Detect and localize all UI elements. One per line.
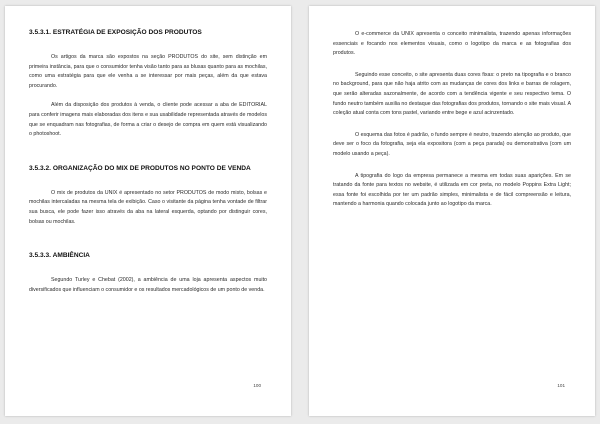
section-heading-exposicao: 3.5.3.1. ESTRATÉGIA DE EXPOSIÇÃO DOS PRODUTOS — [29, 29, 202, 36]
page-number: 101 — [557, 383, 565, 388]
paragraph: Segundo Turley e Chebat (2002), a ambiência de uma loja apresenta aspectos muito diversificados que influenciam o consumidor e os resultados mercadológicos de um ponto de venda. — [29, 277, 267, 293]
paragraph: Seguindo esse conceito, o site apresenta duas cores fixas: o preto na tipografia e o branco no background, para que não haja atrito com as mudanças de cores dos links e barras de rolagem, que serão alteradas sazonalmente, de acordo com a tendência vigente e seu respectivo tema. O fundo neutro também auxilia no destaque das fotografias dos produtos, tornando o site mais visual. A coleção atual conta com tons pastel, variando entre bege e azul acinzentado. — [333, 71, 571, 117]
section-heading-ambiencia: 3.5.3.3. AMBIÊNCIA — [29, 252, 90, 260]
right-page — [309, 6, 595, 416]
paragraph: O mix de produtos da UNIX é apresentado no setor PRODUTOS de modo misto, bolsas e mochilas intercaladas na mesma tela de exibição. Caso o visitante da página tenha vontade de filtrar sua busca, ele pode fazer isso através da aba na lateral esquerda, optando por distinguir cores, bolsas ou mochilas. — [29, 189, 267, 225]
page-number: 100 — [253, 383, 261, 388]
paragraph: O e-commerce da UNIX apresenta o conceito minimalista, trazendo apenas informações essenciais e focando nos elementos visuais, como o logotipo da marca e as fotografias dos produtos. — [333, 31, 571, 57]
paragraph: Os artigos da marca são expostos na seção PRODUTOS do site, sem distinção em primeira instância, para que o consumidor tenha visão tanto para as blusas quanto para as mochilas, como uma estratégia para que ele venha a se interessar por mais peças, além da que estava procurando. — [29, 54, 267, 89]
paragraph: Além da disposição dos produtos à venda, o cliente pode acessar a aba de EDITORIAL para conferir imagens mais elaboradas dos itens e sua usabilidade representada através de modelos que se enquadram nas fotografias, de forma a criar o desejo de compra em quem está visualizando o photoshoot. — [29, 102, 267, 138]
left-page — [5, 6, 291, 416]
section-heading-mix-produtos: 3.5.3.2. ORGANIZAÇÃO DO MIX DE PRODUTOS NO PONTO DE VENDA — [29, 164, 251, 172]
paragraph: O esquema das fotos é padrão, o fundo sempre é neutro, trazendo atenção ao produto, que deve ser o foco da fotografia, seja ela expositora (com a peça parada) ou demonstrativa (com um modelo usando a peça). — [333, 131, 571, 157]
paragraph: A tipografia do logo da empresa permanece a mesma em todas suas aparições. Em se tratando da fonte para textos no website, é utilizada em cor preta, no modelo Poppins Extra Light; essa fonte foi escolhida por ter um padrão simples, minimalista e de fácil compreensão e leitura, mantendo a harmonia quando colocada junto ao logotipo da marca. — [333, 172, 571, 208]
right-page-content — [333, 30, 571, 210]
left-page-content — [29, 28, 267, 295]
